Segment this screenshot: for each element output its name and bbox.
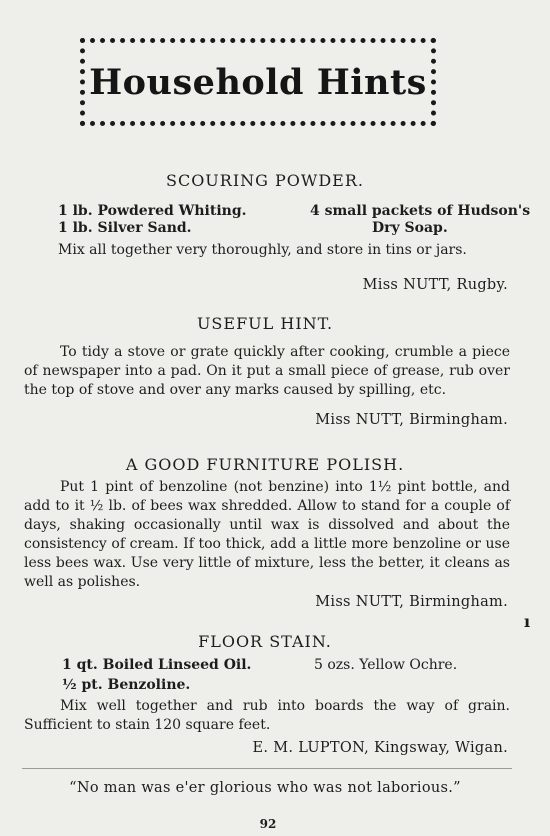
title-frame bbox=[80, 38, 436, 126]
section-body-useful-hint: To tidy a stove or grate quickly after cooking, crumble a piece of newspaper into a pad. On it put a small piece of grease, rub over the top of stove and over any marks caused by spilling, etc. bbox=[24, 344, 510, 398]
section-body-floor-stain: Mix well together and rub into boards the way of grain. Sufficient to stain 120 square feet. bbox=[24, 698, 510, 733]
margin-mark: ı bbox=[524, 612, 531, 631]
page-number: 92 bbox=[259, 817, 277, 831]
section-body-furniture-polish: Put 1 pint of benzoline (not benzine) into 1½ pint bottle, and add to it ½ lb. of bees wax shredded. Allow to stand for a couple of days, shaking occasionally until wax is dissolved and about the consistency of cream. If too thick, add a little more benzoline or use less bees wax. Use very little of mixture, less the better, it cleans as well as polishes. bbox=[24, 479, 510, 590]
section-heading-scouring-powder: SCOURING POWDER. bbox=[165, 171, 364, 190]
signature-furniture-polish: Miss NUTT, Birmingham. bbox=[315, 594, 508, 610]
ingredient-soap-packets: 4 small packets of Hudson's bbox=[310, 203, 531, 219]
page-title: Household Hints bbox=[89, 61, 427, 103]
ingredient-linseed-oil: 1 qt. Boiled Linseed Oil. bbox=[62, 657, 252, 673]
signature-scouring-powder: Miss NUTT, Rugby. bbox=[362, 277, 508, 293]
closing-quote: “No man was e'er glorious who was not laborious.” bbox=[69, 780, 461, 796]
signature-useful-hint: Miss NUTT, Birmingham. bbox=[315, 412, 508, 428]
divider bbox=[22, 768, 512, 769]
signature-floor-stain: E. M. LUPTON, Kingsway, Wigan. bbox=[252, 740, 508, 756]
ingredient-benzoline: ½ pt. Benzoline. bbox=[62, 677, 191, 693]
ingredient-yellow-ochre: 5 ozs. Yellow Ochre. bbox=[314, 657, 458, 673]
ingredient-whiting: 1 lb. Powdered Whiting. bbox=[58, 203, 247, 219]
ingredient-silver-sand: 1 lb. Silver Sand. bbox=[58, 220, 192, 236]
section-body-scouring-powder: Mix all together very thoroughly, and store in tins or jars. bbox=[58, 242, 467, 258]
ingredient-dry-soap: Dry Soap. bbox=[372, 220, 448, 236]
section-heading-floor-stain: FLOOR STAIN. bbox=[198, 632, 332, 651]
section-heading-furniture-polish: A GOOD FURNITURE POLISH. bbox=[125, 455, 405, 474]
section-heading-useful-hint: USEFUL HINT. bbox=[196, 314, 334, 333]
